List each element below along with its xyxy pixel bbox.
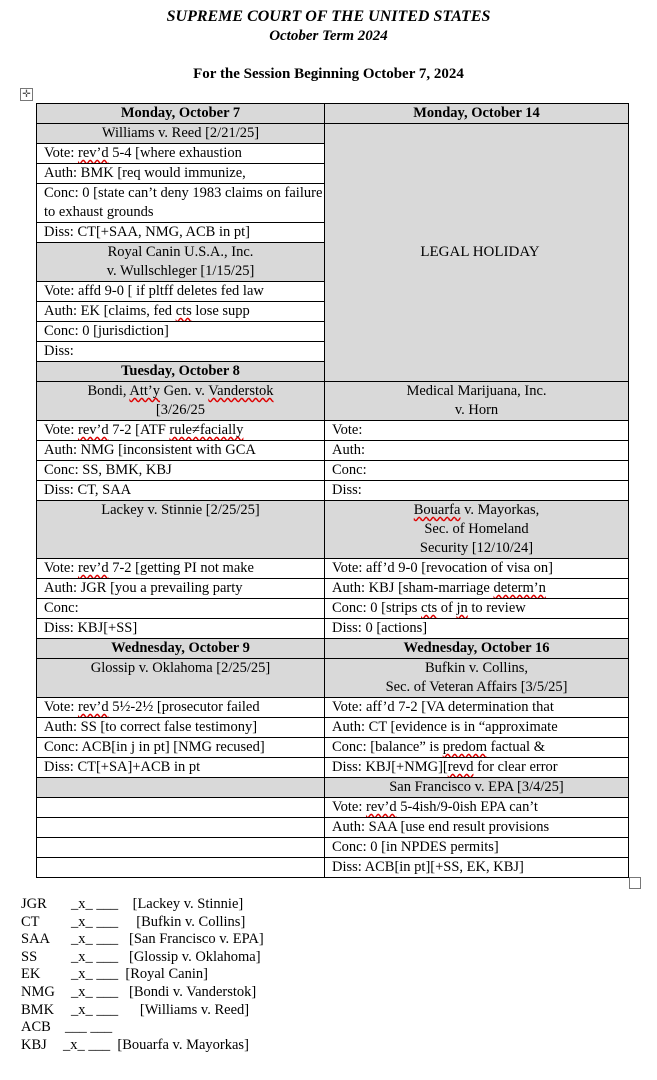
medical-vote: Vote: [325,421,629,441]
lackey-auth: Auth: JGR [you a prevailing party [37,579,325,599]
day-header-tue8: Tuesday, October 8 [37,362,325,382]
lackey-conc: Conc: [37,599,325,619]
williams-auth: Auth: BMK [req would immunize, [37,164,325,184]
case-title-williams: Williams v. Reed [2/21/25] [37,124,325,144]
glossip-vote: Vote: rev’d 5½-2½ [prosecutor failed [37,698,325,718]
empty-cell [37,798,325,818]
lackey-diss: Diss: KBJ[+SS] [37,619,325,639]
case-title-medical-marijuana: Medical Marijuana, Inc. v. Horn [325,382,629,421]
sf-diss: Diss: ACB[in pt][+SS, EK, KBJ] [325,858,629,878]
empty-cell [37,818,325,838]
session-calendar-table [36,103,629,878]
glossip-conc: Conc: ACB[in j in pt] [NMG recused] [37,738,325,758]
day-header-mon14: Monday, October 14 [325,104,629,124]
case-title-san-francisco: San Francisco v. EPA [3/4/25] [325,778,629,798]
case-title-bufkin: Bufkin v. Collins, Sec. of Veteran Affairs [3/5/25] [325,659,629,698]
day-header-wed9: Wednesday, October 9 [37,639,325,659]
sf-auth: Auth: SAA [use end result provisions [325,818,629,838]
case-title-bondi: Bondi, Att’y Gen. v. Vanderstok [3/26/25 [37,382,325,421]
tally-row: EK _x_ ___ [Royal Canin] [21,966,208,983]
case-title-bouarfa: Bouarfa v. Mayorkas, Sec. of Homeland Security [12/10/24] [325,501,629,559]
royal-diss: Diss: [37,342,325,362]
bufkin-conc: Conc: [balance” is predom factual & [325,738,629,758]
empty-cell [37,778,325,798]
tally-row: SS _x_ ___ [Glossip v. Oklahoma] [21,948,261,965]
royal-vote: Vote: affd 9-0 [ if pltff deletes fed law [37,282,325,302]
bouarfa-diss[interactable]: Diss: 0 [actions] [325,619,629,639]
empty-cell [37,838,325,858]
table-resize-handle[interactable] [629,877,641,889]
case-title-royal-canin: Royal Canin U.S.A., Inc. v. Wullschleger [1/15/25] [37,243,325,282]
bouarfa-conc: Conc: 0 [strips cts of jn to review [325,599,629,619]
tally-row: CT _x_ ___ [Bufkin v. Collins] [21,913,246,930]
medical-diss: Diss: [325,481,629,501]
medical-auth: Auth: [325,441,629,461]
bufkin-vote: Vote: aff’d 7-2 [VA determination that [325,698,629,718]
bufkin-auth: Auth: CT [evidence is in “approximate [325,718,629,738]
medical-conc: Conc: [325,461,629,481]
session-title: For the Session Beginning October 7, 2024 [193,66,464,82]
table-move-handle-icon[interactable]: ✛ [20,88,33,101]
empty-cell [37,858,325,878]
bondi-diss: Diss: CT, SAA [37,481,325,501]
day-header-mon7: Monday, October 7 [37,104,325,124]
case-title-lackey: Lackey v. Stinnie [2/25/25] [37,501,325,559]
bondi-vote: Vote: rev’d 7-2 [ATF rule≠facially [37,421,325,441]
tally-row: BMK _x_ ___ [Williams v. Reed] [21,1001,250,1018]
bufkin-diss: Diss: KBJ[+NMG][revd for clear error [325,758,629,778]
sf-vote: Vote: rev’d 5-4ish/9-0ish EPA can’t [325,798,629,818]
day-header-wed16: Wednesday, October 16 [325,639,629,659]
sf-conc: Conc: 0 [in NPDES permits] [325,838,629,858]
tally-row: SAA _x_ ___ [San Francisco v. EPA] [21,931,264,948]
tally-row: NMG _x_ ___ [Bondi v. Vanderstok] [21,983,257,1000]
williams-vote: Vote: rev’d 5-4 [where exhaustion [37,144,325,164]
legal-holiday-cell: LEGAL HOLIDAY [325,124,629,382]
lackey-vote: Vote: rev’d 7-2 [getting PI not make [37,559,325,579]
tally-row: JGR _x_ ___ [Lackey v. Stinnie] [21,896,244,912]
bouarfa-auth: Auth: KBJ [sham-marriage determ’n [325,579,629,599]
royal-auth: Auth: EK [claims, fed cts lose supp [37,302,325,322]
williams-diss: Diss: CT[+SAA, NMG, ACB in pt] [37,223,325,243]
justice-tally-list [21,896,264,1054]
glossip-diss: Diss: CT[+SA]+ACB in pt [37,758,325,778]
royal-conc: Conc: 0 [jurisdiction] [37,322,325,342]
tally-row: ACB ___ ___ [21,1019,113,1036]
bondi-conc: Conc: SS, BMK, KBJ [37,461,325,481]
bouarfa-vote: Vote: aff’d 9-0 [revocation of visa on] [325,559,629,579]
case-title-glossip: Glossip v. Oklahoma [2/25/25] [37,659,325,698]
term-title: October Term 2024 [269,28,388,44]
williams-conc: Conc: 0 [state can’t deny 1983 claims on failure to exhaust grounds [37,184,325,223]
tally-row: KBJ _x_ ___ [Bouarfa v. Mayorkas] [21,1036,249,1053]
bondi-auth: Auth: NMG [inconsistent with GCA [37,441,325,461]
court-title: SUPREME COURT OF THE UNITED STATES [166,8,491,25]
glossip-auth: Auth: SS [to correct false testimony] [37,718,325,738]
